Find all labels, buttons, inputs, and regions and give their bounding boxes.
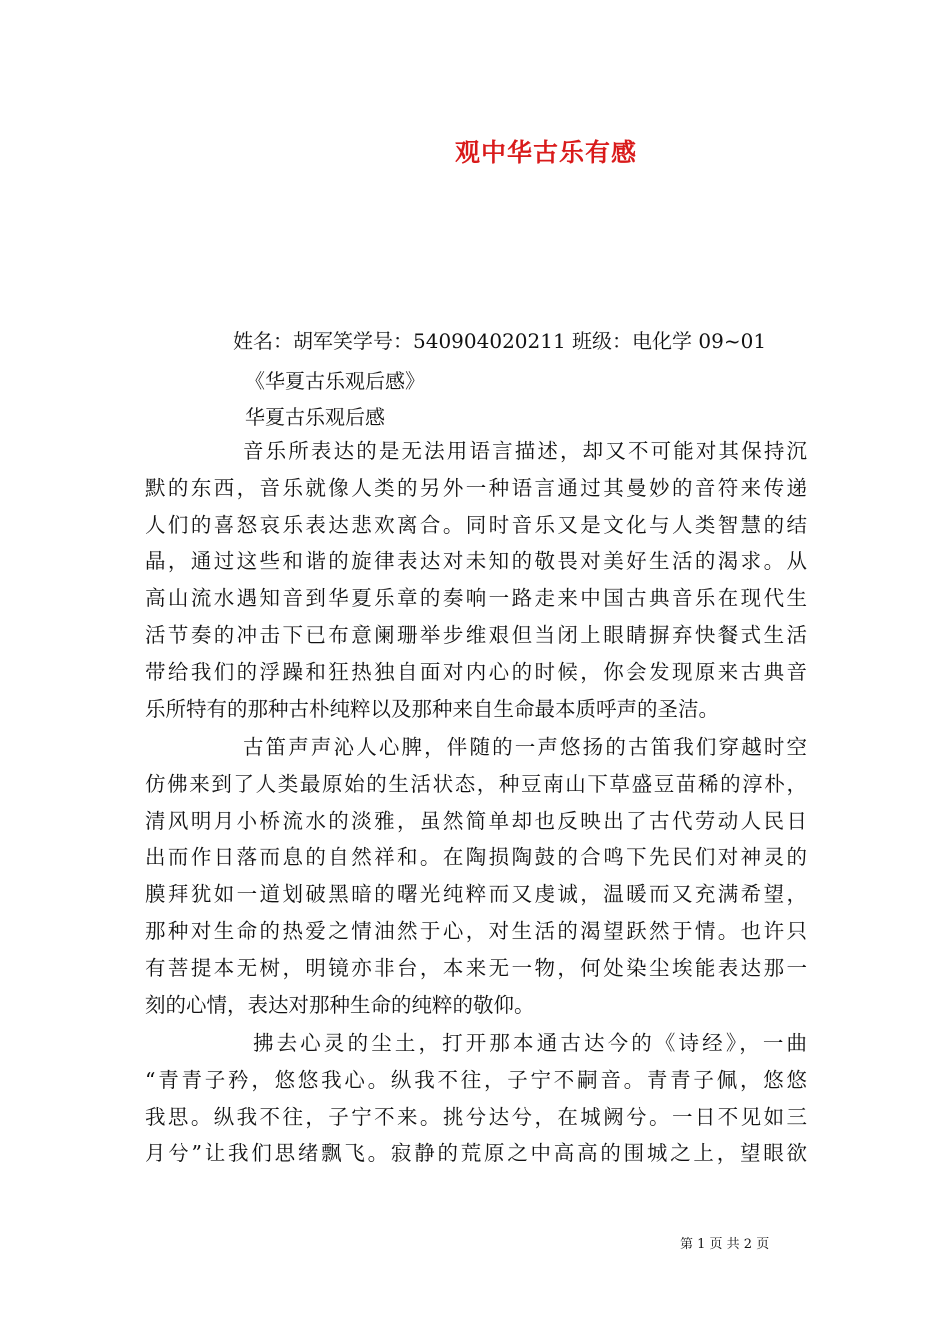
page-footer: 第 1 页 共 2 页 [680,1237,770,1252]
paragraph-3 [145,1025,807,1172]
paragraph-line: 音乐所表达的是无法用语言描述，却又不可能对其保持沉 [243,439,807,463]
paragraph-line: 清风明月小桥流水的淡雅，虽然简单却也反映出了古代劳动人民日 [145,808,807,833]
paragraph-line: 月兮”让我们思绪飘飞。寂静的荒原之中高高的围城之上，望眼欲 [145,1141,807,1166]
paragraph-line: 高山流水遇知音到华夏乐章的奏响一路走来中国古典音乐在现代生 [145,586,807,611]
paragraph-2 [145,729,807,1023]
paragraph-line: 默的东西，音乐就像人类的另外一种语言通过其曼妙的音符来传递 [145,475,807,500]
paragraph-line: 出而作日落而息的自然祥和。在陶损陶鼓的合鸣下先民们对神灵的 [145,845,807,870]
paragraph-line: 带给我们的浮躁和狂热独自面对内心的时候，你会发现原来古典音 [145,659,807,684]
section-heading: 华夏古乐观后感 [245,405,385,429]
paragraph-line: 拂去心灵的尘土，打开那本通古达今的《诗经》，一曲 [253,1031,807,1055]
paragraph-line: 那种对生命的热爱之情油然于心，对生活的渴望跃然于情。也许只 [145,918,807,943]
document-title: 观中华古乐有感 [454,138,637,167]
paragraph-line: “青青子矜，悠悠我心。纵我不往，子宁不嗣音。青青子佩，悠悠 [145,1067,807,1092]
work-subtitle: 《华夏古乐观后感》 [245,369,425,393]
paragraph-line: 晶，通过这些和谐的旋律表达对未知的敬畏对美好生活的渴求。从 [145,549,807,574]
paragraph-line: 刻的心情，表达对那种生命的纯粹的敬仰。 [145,992,535,1017]
paragraph-line: 我思。纵我不往，子宁不来。挑兮达兮，在城阙兮。一日不见如三 [145,1104,807,1129]
paragraph-line: 人们的喜怒哀乐表达悲欢离合。同时音乐又是文化与人类智慧的结 [145,512,807,537]
paragraph-line: 膜拜犹如一道划破黑暗的曙光纯粹而又虔诚，温暖而又充满希望， [145,882,807,907]
paragraph-line: 仿佛来到了人类最原始的生活状态，种豆南山下草盛豆苗稀的淳朴， [145,771,807,796]
paragraph-line: 乐所特有的那种古朴纯粹以及那种来自生命最本质呼声的圣洁。 [145,696,719,721]
paragraph-line: 古笛声声沁人心脾，伴随的一声悠扬的古笛我们穿越时空 [243,735,807,759]
author-byline: 姓名：胡军笑学号：540904020211 班级：电化学 09~01 [233,329,767,353]
paragraph-1 [145,433,807,727]
paragraph-line: 有菩提本无树，明镜亦非台，本来无一物，何处染尘埃能表达那一 [145,955,807,980]
paragraph-line: 活节奏的冲击下已布意阑珊举步维艰但当闭上眼睛摒弃快餐式生活 [145,622,807,647]
